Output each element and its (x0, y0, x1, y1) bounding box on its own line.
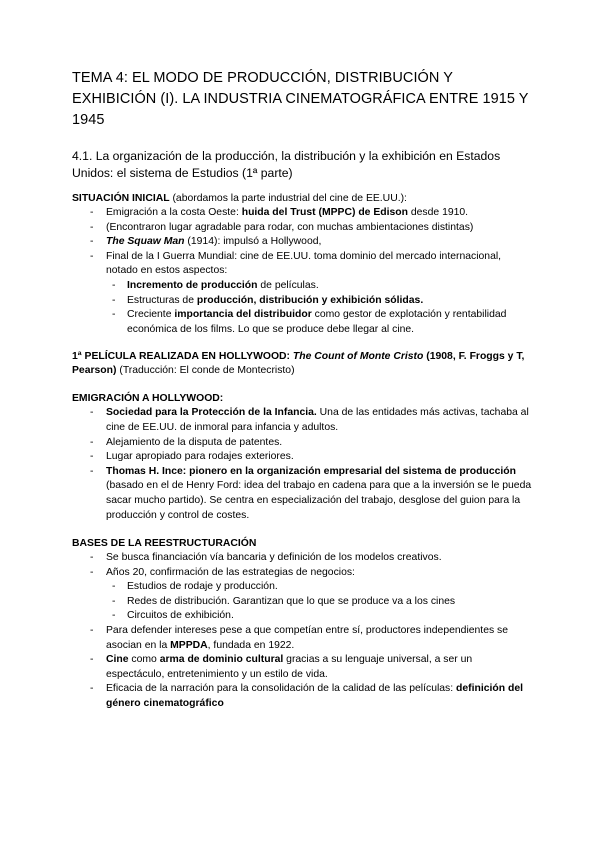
emigracion-list (72, 406, 532, 523)
list-item: - (Encontraron lugar agradable para rodar, con muchas ambientaciones distintas) (72, 221, 532, 236)
bases-section (72, 537, 532, 712)
sub-list-item: - Creciente importancia del distribuidor como gestor de explotación y rentabilidad económica de los films. Lo que se produce debe llegar al cine. (72, 308, 532, 337)
list-item: - Thomas H. Ince: pionero en la organización empresarial del sistema de producción (basado en el de Henry Ford: idea del trabajo en cadena para que a la inversión se le pueda sacar mucho partido). Se centra en especialización del trabajo, desglose del guion para la producción y control de costes. (72, 465, 532, 523)
list-item: - Lugar apropiado para rodajes exteriores. (72, 450, 532, 465)
list-item: - Final de la I Guerra Mundial: cine de EE.UU. toma dominio del mercado internacional, notado en estos aspectos: - Incremento de producción de películas. - Estructuras de producción, distribución y exhibición sólidas. - Creciente importancia del distribuidor como gestor de explotación y rentabilidad económica de los films. Lo que se produce debe llegar al cine. (72, 250, 532, 338)
situacion-section (72, 192, 532, 337)
list-item: - Se busca financiación vía bancaria y definición de los modelos creativos. (72, 551, 532, 566)
list-item: - Para defender intereses pese a que competían entre sí, productores independientes se asocian en la MPPDA, fundada en 1922. (72, 624, 532, 653)
list-item: - Años 20, confirmación de las estrategias de negocios: - Estudios de rodaje y producción. - Redes de distribución. Garantizan que lo que se produce va a los cines - Circuitos de exhibición. (72, 566, 532, 624)
emigracion-heading: EMIGRACIÓN A HOLLYWOOD: (72, 393, 224, 405)
list-item: - Sociedad para la Protección de la Infancia. Una de las entidades más activas, tachaba al cine de EE.UU. de inmoral para infancia y adultos. (72, 406, 532, 435)
situacion-heading: SITUACIÓN INICIAL (abordamos la parte industrial del cine de EE.UU.): (72, 193, 407, 204)
sub-list (106, 279, 532, 337)
list-item: - Emigración a la costa Oeste: huida del Trust (MPPC) de Edison desde 1910. (72, 206, 532, 221)
sub-list-item: - Incremento de producción de películas. (72, 279, 532, 294)
sub-list-item: - Circuitos de exhibición. (72, 609, 532, 624)
situacion-list (72, 206, 532, 337)
page-title: TEMA 4: EL MODO DE PRODUCCIÓN, DISTRIBUCIÓN Y EXHIBICIÓN (I). LA INDUSTRIA CINEMATOGRÁFICA ENTRE 1915 Y 1945 (72, 70, 529, 128)
list-item: - The Squaw Man (1914): impulsó a Hollywood, (72, 235, 532, 250)
sub-list-item: - Redes de distribución. Garantizan que lo que se produce va a los cines (72, 595, 532, 610)
list-item: - Alejamiento de la disputa de patentes. (72, 436, 532, 451)
document-page (72, 68, 532, 726)
bases-heading: BASES DE LA REESTRUCTURACIÓN (72, 538, 257, 550)
list-item: - Eficacia de la narración para la consolidación de la calidad de las películas: definición del género cinematográfico (72, 682, 532, 711)
list-item: - Cine como arma de dominio cultural gracias a su lenguaje universal, a ser un espectáculo, entretenimiento y un estilo de vida. (72, 653, 532, 682)
emigracion-section (72, 392, 532, 523)
sub-list-item: - Estudios de rodaje y producción. (72, 580, 532, 595)
primera-pelicula-text: 1ª PELÍCULA REALIZADA EN HOLLYWOOD: The Count of Monte Cristo (1908, F. Froggs y T, Pearson) (Traducción: El conde de Montecristo) (72, 351, 525, 377)
primera-pelicula-section (72, 350, 532, 378)
sub-list (106, 580, 532, 624)
section-subtitle: 4.1. La organización de la producción, la distribución y la exhibición en Estados Unidos: el sistema de Estudios (1ª parte) (72, 149, 501, 180)
sub-list-item: - Estructuras de producción, distribución y exhibición sólidas. (72, 294, 532, 309)
bases-list (72, 551, 532, 712)
